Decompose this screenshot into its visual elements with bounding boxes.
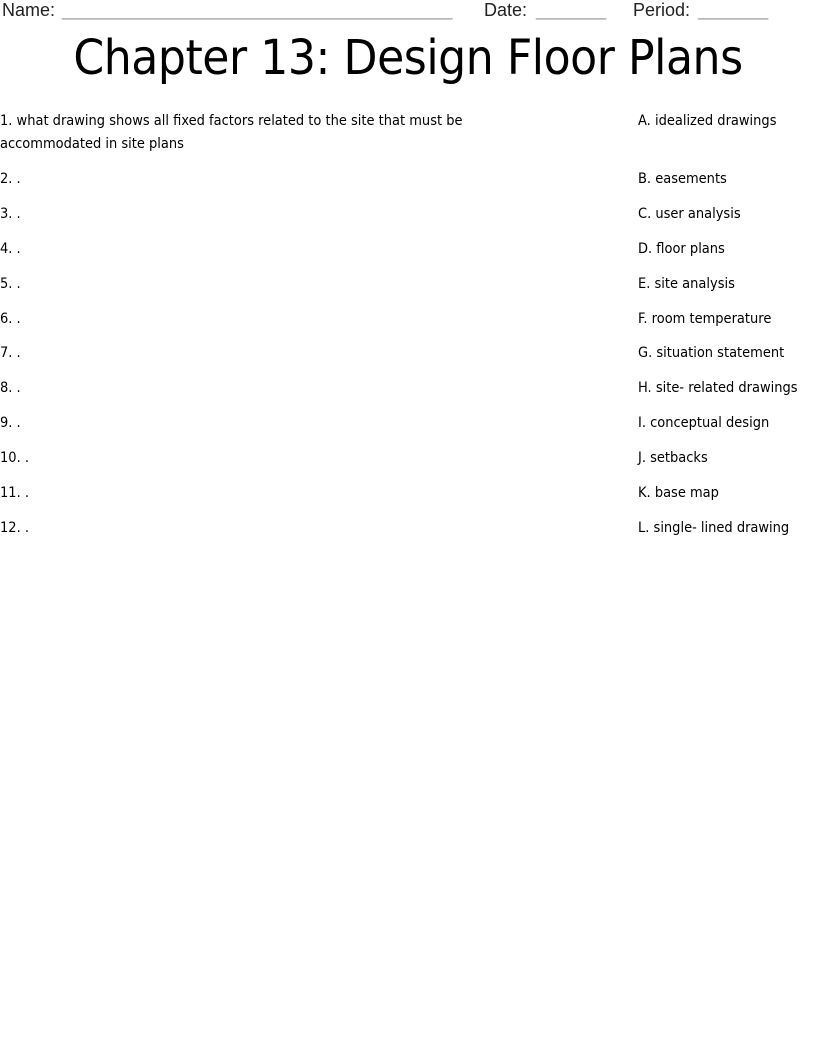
answer-option: J. setbacks (638, 450, 708, 466)
period-line: _______ (698, 0, 769, 20)
question-item: 11. . (0, 485, 29, 501)
question-item: 12. . (0, 520, 29, 536)
answer-option: E. site analysis (638, 276, 735, 292)
answer-option: G. situation statement (638, 345, 785, 361)
answer-option: A. idealized drawings (638, 113, 777, 129)
period-label: Period: (633, 0, 691, 20)
page-title: Chapter 13: Design Floor Plans (73, 30, 743, 86)
answer-option: C. user analysis (638, 206, 741, 222)
answer-option: B. easements (638, 171, 727, 187)
question-item: 1. what drawing shows all fixed factors related to the site that must be accommodated in site plans (0, 113, 463, 152)
answer-option: F. room temperature (638, 311, 772, 327)
question-item: 6. . (0, 311, 21, 327)
question-item: 10. . (0, 450, 29, 466)
answer-option: K. base map (638, 485, 719, 501)
date-line: _______ (536, 0, 607, 20)
name-label: Name: (2, 0, 56, 20)
question-item: 7. . (0, 345, 21, 361)
question-item: 5. . (0, 276, 21, 292)
date-label: Date: (484, 0, 528, 20)
question-item: 3. . (0, 206, 21, 222)
answer-option: L. single- lined drawing (638, 520, 790, 536)
question-item: 2. . (0, 171, 21, 187)
name-line: _______________________________________ (62, 0, 453, 20)
question-item: 4. . (0, 241, 21, 257)
answer-option: I. conceptual design (638, 415, 770, 431)
question-item: 9. . (0, 415, 21, 431)
question-item: 8. . (0, 380, 21, 396)
answer-option: D. floor plans (638, 241, 725, 257)
worksheet-header (0, 0, 816, 24)
answer-option: H. site- related drawings (638, 380, 798, 396)
